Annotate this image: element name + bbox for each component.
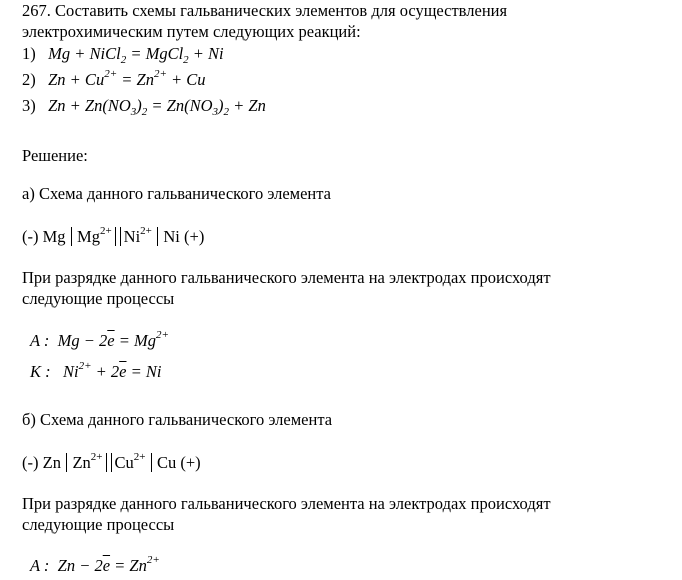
part-a-anode-eq: A : $Mg - 2\overline{e} = Mg^{2+}$: [30, 329, 169, 350]
salt-bridge: [115, 227, 121, 246]
reaction-3: 3) $Zn + Zn(NO_3)_2 = Zn(NO_3)_2 + Zn$: [22, 96, 266, 118]
phase-boundary: [71, 227, 73, 246]
charge: 2+: [133, 451, 146, 463]
cathode-label: Ni (+): [163, 227, 205, 246]
part-b-process-line-1: При разрядке данного гальванического элемента на электродах происходят: [22, 494, 551, 513]
part-a-process-line-2: следующие процессы: [22, 289, 175, 308]
reaction-2: 2) $Zn + Cu^{2+} = Zn^{2+} + Cu$: [22, 68, 206, 89]
problem-line-2: электрохимическим путем следующих реакций:: [22, 22, 361, 41]
salt-bridge: [106, 453, 112, 472]
reaction-2-number: 2): [22, 70, 36, 89]
part-a-cathode-eq: K : $Ni^{2+} + 2\overline{e} = Ni$: [30, 360, 162, 381]
charge: 2+: [99, 225, 112, 237]
solution-label: Решение:: [22, 146, 88, 165]
phase-boundary: [157, 227, 159, 246]
problem-line-1: 267. Составить схемы гальванических элементов для осуществления: [22, 1, 508, 20]
anode-label: (-) Zn: [22, 453, 61, 472]
reaction-1: 1) Mg + NiCl$_2$ = MgCl$_2$ + Ni: [22, 44, 224, 66]
charge: 2+: [140, 225, 152, 237]
part-b-process-line-2: следующие процессы: [22, 515, 175, 534]
reaction-3-number: 3): [22, 96, 36, 115]
part-a-scheme: [22, 227, 204, 247]
part-b-heading: б) Схема данного гальванического элемента: [22, 410, 333, 429]
part-a-heading: а) Схема данного гальванического элемента: [22, 184, 331, 203]
part-b-scheme: [22, 453, 201, 473]
part-a-process-line-1: При разрядке данного гальванического элемента на электродах происходят: [22, 268, 551, 287]
anode-ion: Mg: [77, 227, 100, 246]
anode-label: (-) Mg: [22, 227, 66, 246]
charge: 2+: [90, 451, 103, 463]
part-b-anode-eq: A : $Zn - 2\overline{e} = Zn^{2+}$: [30, 554, 160, 575]
reaction-1-number: 1): [22, 44, 36, 63]
phase-boundary: [151, 453, 153, 472]
cathode-ion: Cu: [114, 453, 134, 472]
cathode-label: Cu (+): [157, 453, 201, 472]
phase-boundary: [66, 453, 68, 472]
anode-ion: Zn: [72, 453, 91, 472]
cathode-ion: Ni: [123, 227, 141, 246]
